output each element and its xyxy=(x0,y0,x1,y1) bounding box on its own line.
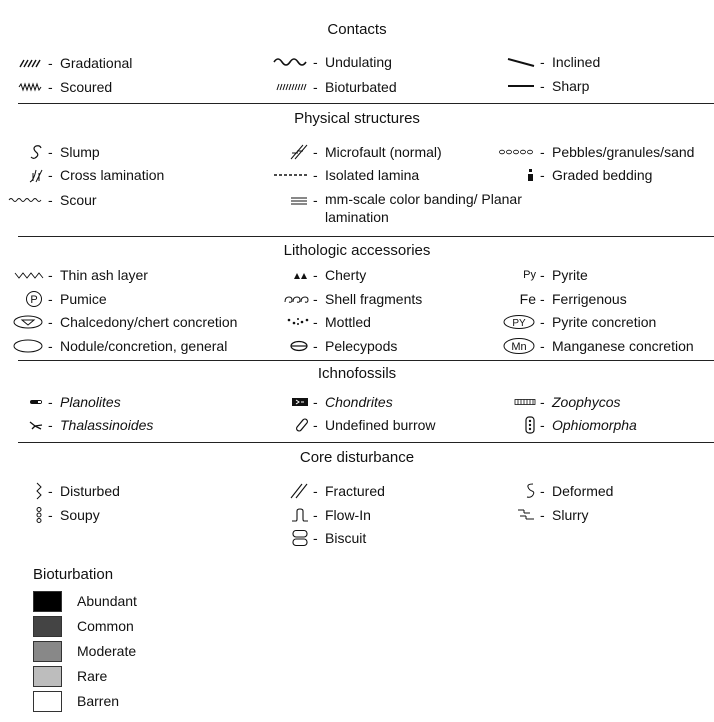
flow-in-icon xyxy=(265,505,309,525)
biscuit-icon xyxy=(265,528,309,548)
planar-lamination-icon xyxy=(265,190,309,210)
swatch-common xyxy=(33,616,62,637)
pyrite-icon: Py xyxy=(523,269,536,281)
section-divider xyxy=(18,442,714,443)
legend-label: Undefined burrow xyxy=(325,417,436,433)
legend-label: mm-scale color banding/ Planar lamination xyxy=(325,191,522,225)
graded-bedding-icon xyxy=(492,165,536,185)
legend-item-zoophycos: - Zoophycos xyxy=(492,392,692,412)
legend-label: Graded bedding xyxy=(552,167,653,183)
legend-label: Inclined xyxy=(552,54,601,70)
pyrite-concretion-icon xyxy=(492,312,536,332)
legend-item-pyrite: Py - Pyrite xyxy=(492,265,692,285)
lithologic-accessories-heading: Lithologic accessories xyxy=(283,242,431,259)
legend-item-isolated-lamina: - Isolated lamina xyxy=(265,165,465,185)
legend-item-pyrite-concretion: PY - Pyrite concretion xyxy=(492,312,702,332)
fractured-icon xyxy=(265,481,309,501)
ash-layer-icon xyxy=(0,265,44,285)
section-divider xyxy=(18,360,714,361)
legend-item-ophiomorpha: - Ophiomorpha xyxy=(492,415,692,435)
legend-item-slurry: - Slurry xyxy=(492,505,692,525)
ophiomorpha-icon xyxy=(492,415,536,435)
legend-item-scour: - Scour xyxy=(0,190,220,210)
swatch-moderate xyxy=(33,641,62,662)
legend-item-pumice: P - Pumice xyxy=(0,289,220,309)
swatch-label-moderate: Moderate xyxy=(77,643,137,659)
legend-label: Biscuit xyxy=(325,530,367,546)
legend-item-undulating: - Undulating xyxy=(265,52,465,72)
legend-item-biscuit: - Biscuit xyxy=(265,528,465,548)
planolites-icon xyxy=(0,392,44,412)
legend-item-cross-lamination: - Cross lamination xyxy=(0,165,220,185)
legend-label: Manganese concretion xyxy=(552,338,694,354)
inclined-contact-icon xyxy=(492,52,536,72)
legend-label: Pyrite concretion xyxy=(552,314,657,330)
legend-item-thalassinoides: - Thalassinoides xyxy=(0,415,220,435)
section-divider xyxy=(18,103,714,104)
legend-label: Disturbed xyxy=(60,483,120,499)
cherty-icon xyxy=(265,265,309,285)
shell-fragments-icon xyxy=(265,289,309,309)
legend-item-ash-layer: - Thin ash layer xyxy=(0,265,220,285)
legend-item-flow-in: - Flow-In xyxy=(265,505,465,525)
manganese-concretion-icon xyxy=(492,336,536,356)
legend-item-nodule: - Nodule/concretion, general xyxy=(0,336,270,356)
swatch-abundant xyxy=(33,591,62,612)
legend-item-ferrigenous: Fe - Ferrigenous xyxy=(492,289,692,309)
legend-label: Zoophycos xyxy=(552,394,621,410)
legend-item-disturbed: - Disturbed xyxy=(0,481,220,501)
undulating-contact-icon xyxy=(265,52,309,72)
legend-item-inclined: - Inclined xyxy=(492,52,692,72)
legend-label: Nodule/concretion, general xyxy=(60,338,228,354)
legend-label: Ophiomorpha xyxy=(552,417,637,433)
legend-item-chondrites: - Chondrites xyxy=(265,392,465,412)
svg-text:P: P xyxy=(30,294,38,306)
swatch-rare xyxy=(33,666,62,687)
legend-item-pebbles: - Pebbles/granules/sand xyxy=(492,142,712,162)
deformed-icon xyxy=(492,481,536,501)
legend-item-cherty: - Cherty xyxy=(265,265,465,285)
legend-item-scoured: - Scoured xyxy=(0,77,220,97)
isolated-lamina-icon xyxy=(265,165,309,185)
legend-item-chert-concretion: - Chalcedony/chert concretion xyxy=(0,312,270,332)
legend-label: Sharp xyxy=(552,78,590,94)
legend-item-planar-lamination: - mm-scale color banding/ Planar lamination xyxy=(265,190,505,230)
legend-label: Scour xyxy=(60,192,97,208)
chert-concretion-icon xyxy=(0,312,44,332)
legend-label: Isolated lamina xyxy=(325,167,420,183)
legend-label: Cherty xyxy=(325,267,367,283)
mottled-icon xyxy=(265,312,309,332)
legend-item-gradational: - Gradational xyxy=(0,53,220,73)
legend-label: Scoured xyxy=(60,79,113,95)
legend-item-bioturbated: - Bioturbated xyxy=(265,77,465,97)
contacts-heading: Contacts xyxy=(327,21,387,38)
legend-item-slump: - Slump xyxy=(0,142,220,162)
sharp-contact-icon xyxy=(492,76,536,96)
slump-icon xyxy=(0,142,44,162)
core-disturbance-heading: Core disturbance xyxy=(299,449,415,466)
legend-item-graded-bedding: - Graded bedding xyxy=(492,165,692,185)
soupy-icon xyxy=(0,505,44,525)
legend-item-microfault: - Microfault (normal) xyxy=(265,142,485,162)
legend-label: Cross lamination xyxy=(60,167,165,183)
microfault-icon xyxy=(265,142,309,162)
scour-icon xyxy=(0,190,44,210)
legend-label: Microfault (normal) xyxy=(325,144,442,160)
legend-label: Slump xyxy=(60,144,100,160)
legend-label: Bioturbated xyxy=(325,79,397,95)
legend-label: Pumice xyxy=(60,291,107,307)
legend-item-undefined-burrow: - Undefined burrow xyxy=(265,415,465,435)
chondrites-icon xyxy=(265,392,309,412)
legend-label: Thalassinoides xyxy=(60,417,154,433)
swatch-barren xyxy=(33,691,62,712)
legend-label: Mottled xyxy=(325,314,371,330)
svg-text:Mn: Mn xyxy=(511,341,527,353)
swatch-label-rare: Rare xyxy=(77,668,108,684)
legend-label: Planolites xyxy=(60,394,121,410)
legend-item-shell-fragments: - Shell fragments xyxy=(265,289,465,309)
ichnofossils-heading: Ichnofossils xyxy=(317,365,397,382)
legend-label: Pelecypods xyxy=(325,338,398,354)
gradational-contact-icon xyxy=(0,53,44,73)
disturbed-icon xyxy=(0,481,44,501)
legend-label: Chondrites xyxy=(325,394,393,410)
swatch-label-abundant: Abundant xyxy=(77,593,137,609)
legend-item-planolites: - Planolites xyxy=(0,392,220,412)
legend-item-soupy: - Soupy xyxy=(0,505,220,525)
pelecypods-icon xyxy=(265,336,309,356)
ferrigenous-icon: Fe xyxy=(519,291,536,307)
slurry-icon xyxy=(492,505,536,525)
legend-label: Soupy xyxy=(60,507,100,523)
bioturbation-heading: Bioturbation xyxy=(33,566,114,583)
bioturbated-contact-icon xyxy=(265,77,309,97)
swatch-label-common: Common xyxy=(77,618,134,634)
legend-item-pelecypods: - Pelecypods xyxy=(265,336,465,356)
legend-item-fractured: - Fractured xyxy=(265,481,465,501)
legend-label: Deformed xyxy=(552,483,614,499)
legend-label: Shell fragments xyxy=(325,291,423,307)
legend-item-manganese-concretion: Mn - Manganese concretion xyxy=(492,336,712,356)
legend-label: Fractured xyxy=(325,483,385,499)
zoophycos-icon xyxy=(492,392,536,412)
legend-label: Undulating xyxy=(325,54,392,70)
physical-structures-heading: Physical structures xyxy=(294,110,420,127)
legend-label: Chalcedony/chert concretion xyxy=(60,314,238,330)
legend-label: Slurry xyxy=(552,507,589,523)
legend-label: Flow-In xyxy=(325,507,371,523)
legend-item-sharp: - Sharp xyxy=(492,76,692,96)
cross-lamination-icon xyxy=(0,165,44,185)
swatch-label-barren: Barren xyxy=(77,693,120,709)
nodule-icon xyxy=(0,336,44,356)
pumice-icon xyxy=(0,289,44,309)
legend-label: Ferrigenous xyxy=(552,291,627,307)
legend-label: Gradational xyxy=(60,55,133,71)
thalassinoides-icon xyxy=(0,415,44,435)
scoured-contact-icon xyxy=(0,77,44,97)
section-divider xyxy=(18,236,714,237)
legend-label: Pyrite xyxy=(552,267,588,283)
pebbles-icon xyxy=(492,142,536,162)
legend-item-deformed: - Deformed xyxy=(492,481,692,501)
undefined-burrow-icon xyxy=(265,415,309,435)
legend-label: Thin ash layer xyxy=(60,267,148,283)
legend-item-mottled: - Mottled xyxy=(265,312,465,332)
svg-text:PY: PY xyxy=(512,318,526,329)
legend-label: Pebbles/granules/sand xyxy=(552,144,695,160)
